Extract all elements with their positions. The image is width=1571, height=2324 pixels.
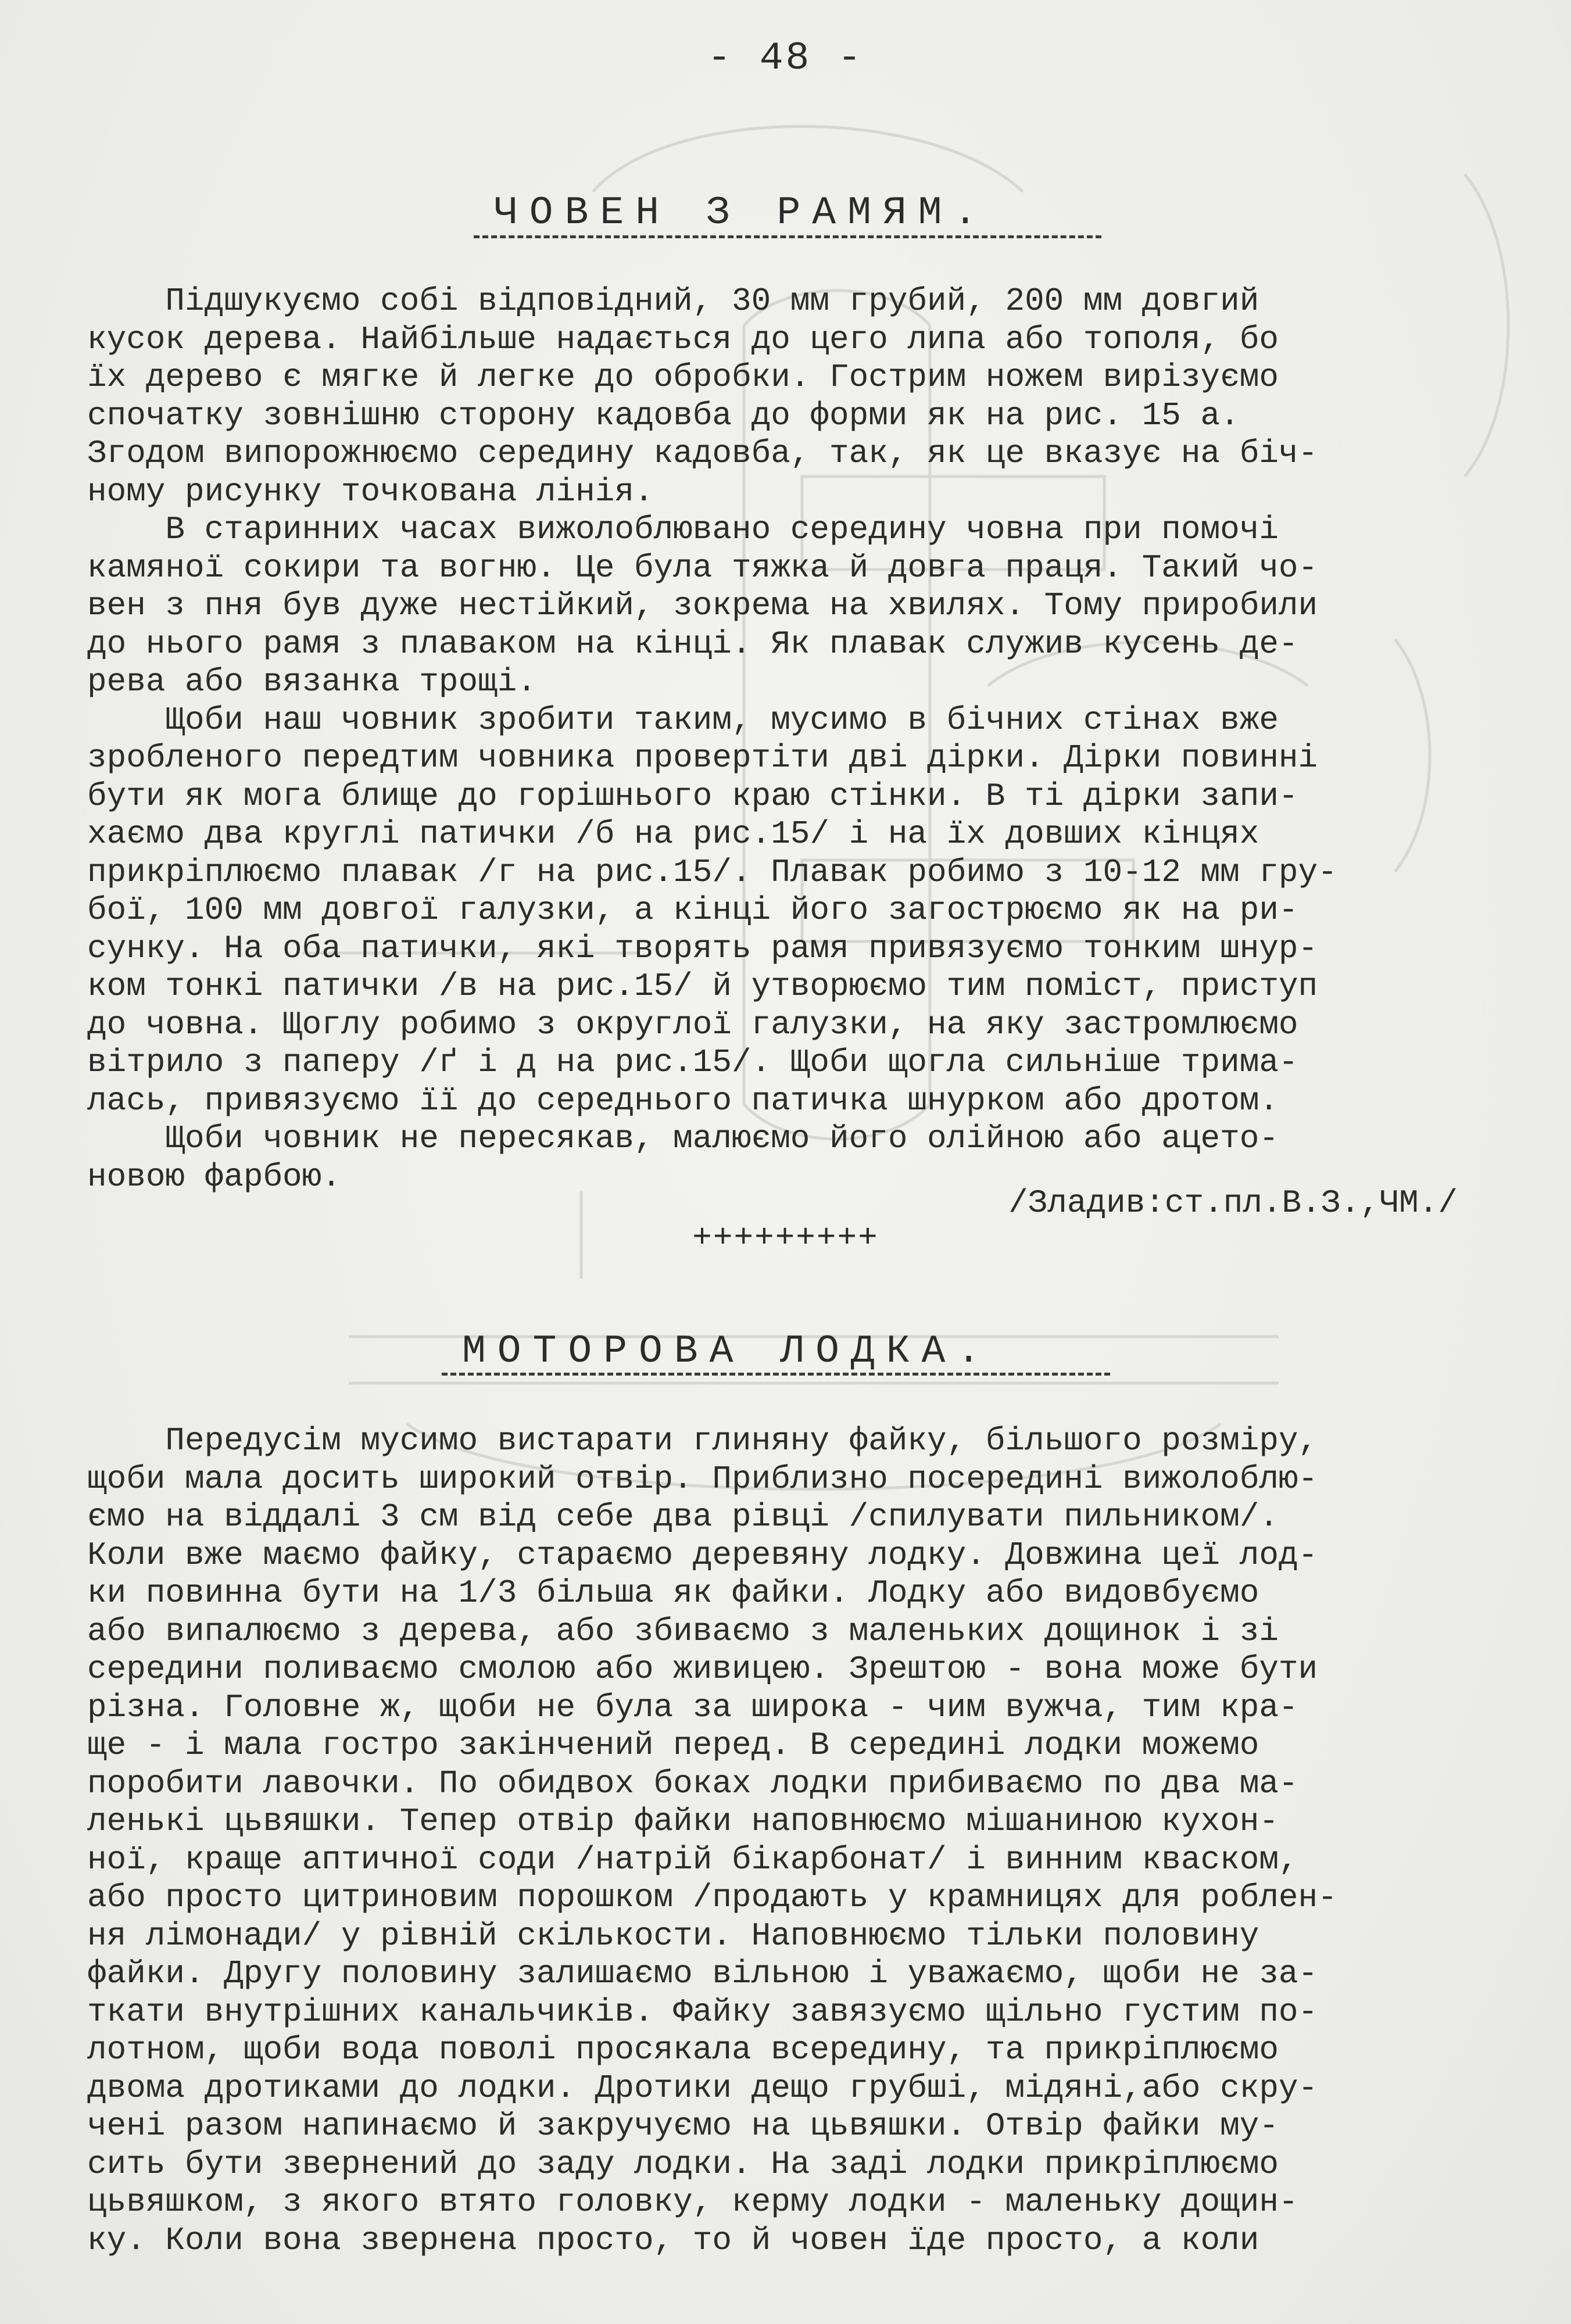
text-line: Коли вже маємо файку, стараємо деревяну лодку. Довжина цеї лод- bbox=[87, 1536, 1318, 1574]
text-line: кусок дерева. Найбільше надається до цего липа або тополя, бо bbox=[87, 320, 1279, 358]
text-line: вітрило з паперу /ґ і д на рис.15/. Щоби щогла сильніше трима- bbox=[87, 1044, 1298, 1081]
text-line: ємо на віддалі 3 см від себе два рівці /спилувати пильником/. bbox=[87, 1498, 1279, 1535]
text-line: камяної сокири та вогню. Це була тяжка й довга праця. Такий чо- bbox=[87, 549, 1318, 586]
text-line: цьвяшком, з якого втято головку, керму лодки - маленьку дощин- bbox=[87, 2183, 1298, 2221]
text-line: ком тонкі патички /в на рис.15/ й утворюємо тим поміст, приступ bbox=[87, 968, 1318, 1005]
text-line: лотном, щоби вода поволі просякала всередину, та прикріплюємо bbox=[87, 2031, 1279, 2068]
heading-boat-with-outrigger: ЧОВЕН З РАМЯМ. bbox=[494, 191, 989, 235]
text-line: чені разом напинаємо й закручуємо на цьвяшки. Отвір файки му- bbox=[87, 2107, 1279, 2144]
heading-motor-boat: МОТОРОВА ЛОДКА. bbox=[462, 1329, 993, 1374]
text-line: прикріплюємо плавак /г на рис.15/. Плавак робимо з 10-12 мм гру- bbox=[87, 853, 1337, 891]
text-line: бої, 100 мм довгої галузки, а кінці його загострюємо як на ри- bbox=[87, 891, 1298, 929]
text-line: ної, краще аптичної соди /натрій бікарбонат/ і винним кваском, bbox=[87, 1840, 1298, 1878]
text-line: або просто цитриновим порошком /продають у крамницях для роблен- bbox=[87, 1879, 1337, 1916]
article-boat-with-outrigger bbox=[87, 282, 1505, 1196]
heading-underline bbox=[442, 1373, 1110, 1376]
article-motor-boat bbox=[87, 1422, 1505, 2259]
text-line: сить бути звернений до заду лодки. На заді лодки прикріплюємо bbox=[87, 2145, 1279, 2183]
text-line: ткати внутрішних канальчиків. Файку завязуємо щільно густим по- bbox=[87, 1993, 1318, 2031]
text-line: Підшукуємо собі відповідний, 30 мм грубий, 200 мм довгий bbox=[87, 282, 1259, 320]
text-line: ленькі цьвяшки. Тепер отвір файки наповнюємо мішаниною кухон- bbox=[87, 1803, 1279, 1840]
text-line: вен з пня був дуже нестійкий, зокрема на хвилях. Тому приробили bbox=[87, 587, 1318, 624]
text-line: ку. Коли вона звернена просто, то й човен їде просто, а коли bbox=[87, 2221, 1259, 2259]
text-line: двома дротиками до лодки. Дротики дещо грубші, мідяні,або скру- bbox=[87, 2069, 1318, 2107]
text-line: бути як мога блище до горішнього краю стінки. В ті дірки запи- bbox=[87, 777, 1298, 815]
text-line: файки. Другу половину залишаємо вільною і уважаємо, щоби не за- bbox=[87, 1955, 1318, 1992]
text-line: до човна. Щоглу робимо з округлої галузки, на яку застромлюємо bbox=[87, 1005, 1298, 1043]
author-signature: /Зладив:ст.пл.В.З.,ЧМ./ bbox=[1008, 1184, 1458, 1222]
section-separator: +++++++++ bbox=[692, 1219, 879, 1256]
heading-underline bbox=[474, 235, 1101, 238]
text-line: різна. Головне ж, щоби не була за широка - чим вужча, тим кра- bbox=[87, 1688, 1298, 1726]
text-line: хаємо два круглі патички /б на рис.15/ і на їх довших кінцях bbox=[87, 815, 1259, 853]
page-number: - 48 - bbox=[707, 36, 864, 81]
text-line: ки повинна бути на 1/3 більша як файки. Лодку або видовбуємо bbox=[87, 1574, 1259, 1612]
text-line: до нього рамя з плаваком на кінці. Як плавак служив кусень де- bbox=[87, 625, 1298, 663]
text-line: ня лімонади/ у рівній скількости. Наповнюємо тільки половину bbox=[87, 1917, 1259, 1954]
text-line: спочатку зовнішню сторону кадовба до форми як на рис. 15 а. bbox=[87, 396, 1240, 434]
text-line: Передусім мусимо вистарати глиняну файку, більшого розміру, bbox=[87, 1422, 1318, 1459]
text-line: В старинних часах вижолоблювано середину човна при помочі bbox=[87, 511, 1279, 548]
text-line: зробленого передтим човника провертіти дві дірки. Дірки повинні bbox=[87, 739, 1318, 776]
text-line: щоби мала досить широкий отвір. Приблизно посередині вижолоблю- bbox=[87, 1460, 1318, 1498]
text-line: лась, привязуємо її до середнього патичка шнурком або дротом. bbox=[87, 1082, 1279, 1119]
text-line: сунку. На оба патички, які творять рамя привязуємо тонким шнур- bbox=[87, 929, 1318, 967]
text-line: рева або вязанка трощі. bbox=[87, 663, 536, 700]
text-line: ще - і мала гостро закінчений перед. В середині лодки можемо bbox=[87, 1727, 1259, 1764]
text-line: середини поливаємо смолою або живицею. Зрештою - вона може бути bbox=[87, 1650, 1318, 1688]
text-line: поробити лавочки. По обидвох боках лодки прибиваємо по два ма- bbox=[87, 1764, 1298, 1802]
text-line: новою фарбою. bbox=[87, 1158, 341, 1195]
text-line: ному рисунку точкована лінія. bbox=[87, 472, 654, 510]
text-line: Щоби човник не пересякав, малюємо його олійною або ацето- bbox=[87, 1120, 1279, 1157]
text-line: або випалюємо з дерева, або збиваємо з маленьких дощинок і зі bbox=[87, 1612, 1279, 1650]
text-line: Згодом випорожнюємо середину кадовба, так, як це вказує на біч- bbox=[87, 435, 1318, 472]
text-line: Щоби наш човник зробити таким, мусимо в бічних стінах вже bbox=[87, 701, 1279, 739]
text-line: їх дерево є мягке й легке до обробки. Гострим ножем вирізуємо bbox=[87, 359, 1279, 396]
